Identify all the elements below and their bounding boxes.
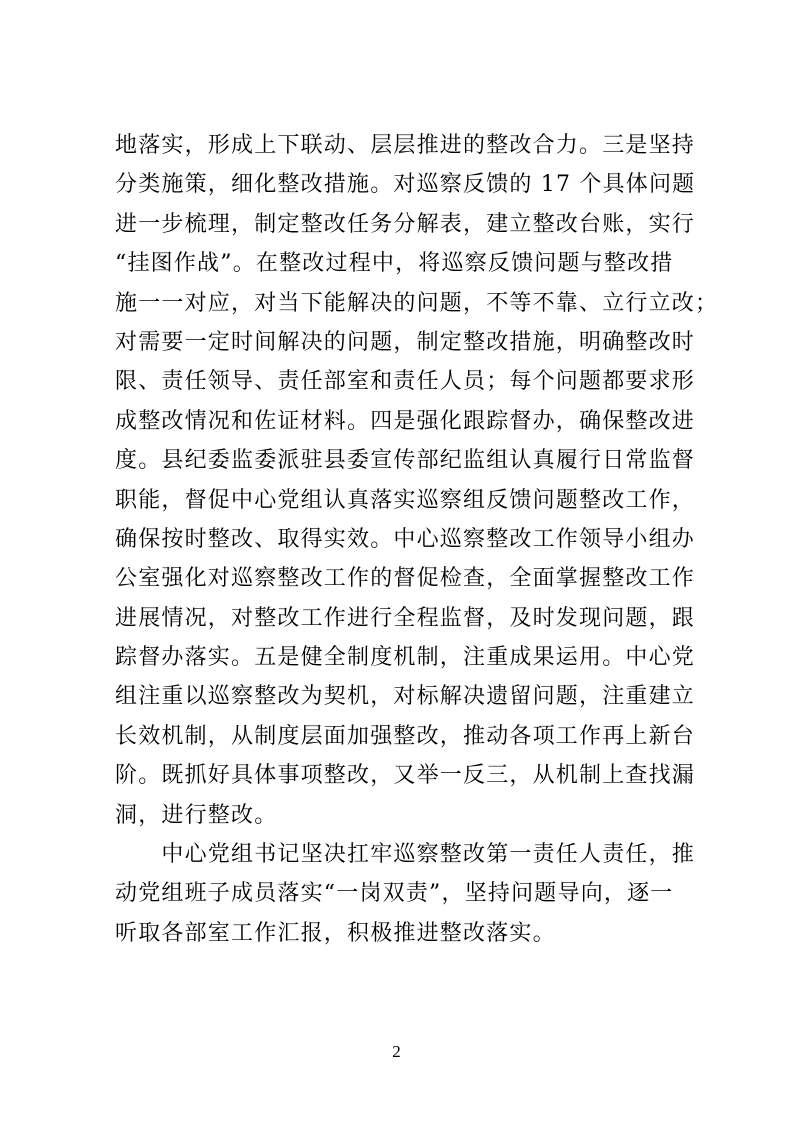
text-line: 地落实，形成上下联动、层层推进的整改合力。三是坚持 [115, 133, 696, 158]
text-line: 公室强化对巡察整改工作的督促检查，全面掌握整改工作 [115, 566, 696, 592]
text-line: 动党组班子成员落实“一岗双责”，坚持问题导向，逐一 [115, 881, 674, 907]
text-line: “挂图作战”。在整改过程中，将巡察反馈问题与整改措 [115, 251, 674, 277]
text-line: 对需要一定时间解决的问题，制定整改措施，明确整改时 [115, 329, 696, 355]
document-body [115, 126, 719, 953]
text-line: 进展情况，对整改工作进行全程监督，及时发现问题，跟 [115, 605, 696, 631]
text-line: 进一步梳理，制定整改任务分解表，建立整改台账，实行 [115, 211, 696, 237]
text-line: 听取各部室工作汇报，积极推进整改落实。 [115, 920, 556, 946]
text-line: 分类施策，细化整改措施。对巡察反馈的 17 个具体问题 [115, 172, 696, 198]
text-line: 限、责任领导、责任部室和责任人员；每个问题都要求形 [115, 369, 696, 395]
text-line: 施一一对应，对当下能解决的问题，不等不靠、立行立改； [115, 290, 719, 316]
text-line: 长效机制，从制度层面加强整改，推动各项工作再上新台 [115, 723, 696, 749]
text-line: 确保按时整改、取得实效。中心巡察整改工作领导小组办 [115, 526, 696, 552]
page-number: 2 [392, 1042, 401, 1061]
text-line: 中心党组书记坚决扛牢巡察整改第一责任人责任，推 [115, 842, 696, 868]
text-line: 成整改情况和佐证材料。四是强化跟踪督办，确保整改进 [115, 408, 696, 434]
text-line: 度。县纪委监委派驻县委宣传部纪监组认真履行日常监督 [115, 448, 696, 474]
text-line: 组注重以巡察整改为契机，对标解决遗留问题，注重建立 [115, 684, 696, 710]
text-line: 阶。既抓好具体事项整改，又举一反三，从机制上查找漏 [115, 763, 696, 789]
text-line: 踪督办落实。五是健全制度机制，注重成果运用。中心党 [115, 645, 696, 671]
text-line: 职能，督促中心党组认真落实巡察组反馈问题整改工作， [115, 487, 696, 513]
text-line: 洞，进行整改。 [115, 802, 278, 828]
